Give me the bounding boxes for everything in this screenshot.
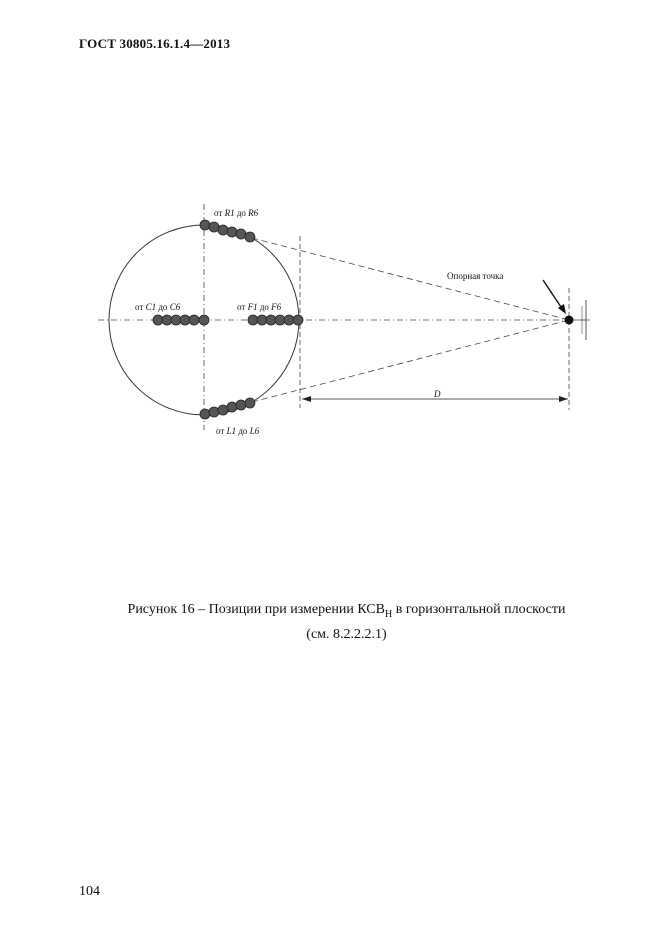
position-f1 [248, 315, 258, 325]
position-r5 [236, 229, 246, 239]
position-c1 [153, 315, 163, 325]
position-l3 [218, 405, 228, 415]
label-bottom: от L1 до L6 [216, 426, 260, 436]
reference-point-marker [565, 316, 574, 325]
position-f2 [257, 315, 267, 325]
position-c6 [199, 315, 209, 325]
position-r2 [209, 222, 219, 232]
label-top: от R1 до R6 [214, 208, 259, 218]
position-l1 [200, 409, 210, 419]
document-header: ГОСТ 30805.16.1.4—2013 [79, 36, 231, 51]
position-r6 [245, 232, 255, 242]
lower-boundary-line [252, 320, 569, 402]
reference-pointer [543, 280, 563, 310]
distance-label: D [434, 389, 441, 399]
position-l2 [209, 407, 219, 417]
position-f3 [266, 315, 276, 325]
position-f5 [284, 315, 294, 325]
positions-r [200, 220, 255, 242]
label-left: от C1 до C6 [135, 302, 181, 312]
position-f6 [293, 315, 303, 325]
position-c2 [162, 315, 172, 325]
position-r3 [218, 225, 228, 235]
position-l4 [227, 402, 237, 412]
positions-c [153, 315, 209, 325]
position-l5 [236, 400, 246, 410]
upper-boundary-line [252, 238, 569, 320]
position-l6 [245, 398, 255, 408]
position-c4 [180, 315, 190, 325]
label-right: от F1 до F6 [237, 302, 282, 312]
figure-caption: Рисунок 16 – Позиции при измерении $КСВ_Н$ в горизонтальной плоскости [127, 602, 566, 620]
position-f4 [275, 315, 285, 325]
position-r1 [200, 220, 210, 230]
page-number: 104 [79, 884, 100, 899]
position-c5 [189, 315, 199, 325]
figure-caption-reference: (см. 8.2.2.2.1) [306, 627, 387, 642]
position-r4 [227, 227, 237, 237]
positions-l [200, 398, 255, 419]
positions-f [248, 315, 303, 325]
reference-point-label: Опорная точка [447, 271, 504, 281]
position-c3 [171, 315, 181, 325]
